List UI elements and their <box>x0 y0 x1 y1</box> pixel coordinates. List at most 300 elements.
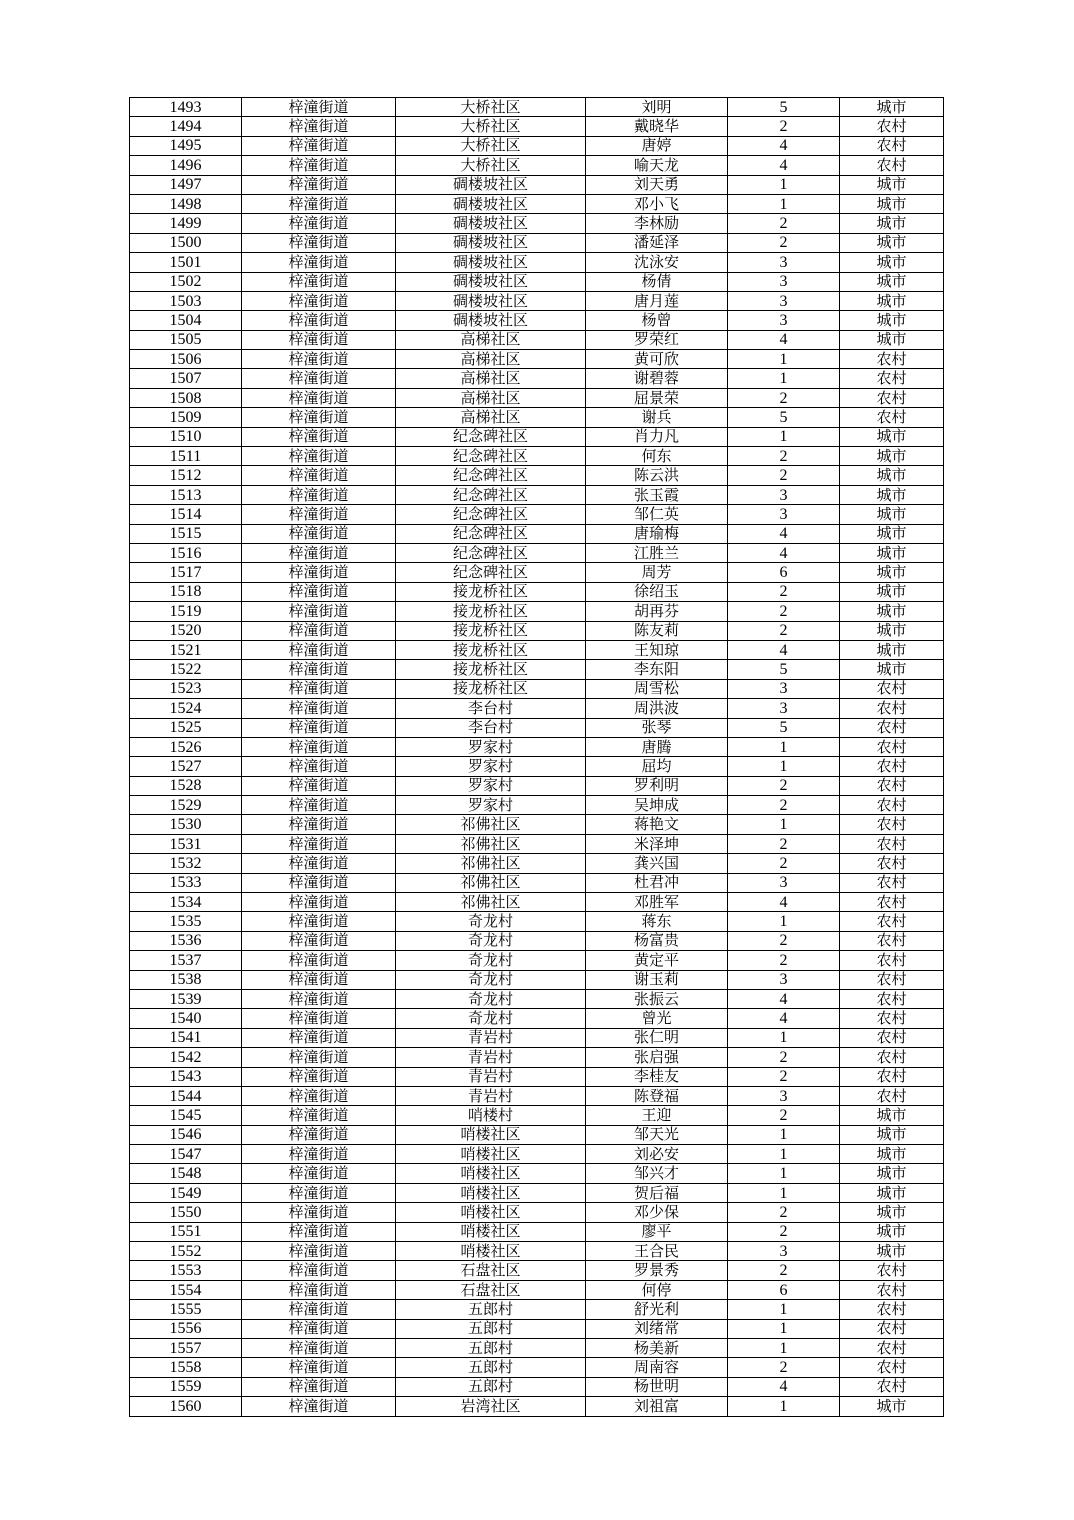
table-row <box>130 796 944 815</box>
street-cell: 梓潼街道 <box>242 485 396 504</box>
community-cell: 五郎村 <box>396 1358 586 1377</box>
type-cell: 城市 <box>840 1106 944 1125</box>
community-cell: 碉楼坡社区 <box>396 311 586 330</box>
seq-cell: 1539 <box>130 989 242 1008</box>
seq-cell: 1521 <box>130 640 242 659</box>
name-cell: 黄可欣 <box>586 350 728 369</box>
street-cell: 梓潼街道 <box>242 1067 396 1086</box>
community-cell: 罗家村 <box>396 757 586 776</box>
street-cell: 梓潼街道 <box>242 369 396 388</box>
table-row <box>130 640 944 659</box>
community-cell: 奇龙村 <box>396 951 586 970</box>
street-cell: 梓潼街道 <box>242 272 396 291</box>
count-cell: 2 <box>728 796 840 815</box>
type-cell: 城市 <box>840 194 944 213</box>
name-cell: 杨曾 <box>586 311 728 330</box>
community-cell: 纪念碑社区 <box>396 543 586 562</box>
type-cell: 城市 <box>840 466 944 485</box>
seq-cell: 1537 <box>130 951 242 970</box>
name-cell: 杨倩 <box>586 272 728 291</box>
street-cell: 梓潼街道 <box>242 466 396 485</box>
name-cell: 李东阳 <box>586 660 728 679</box>
street-cell: 梓潼街道 <box>242 1222 396 1241</box>
count-cell: 4 <box>728 1377 840 1396</box>
community-cell: 罗家村 <box>396 737 586 756</box>
street-cell: 梓潼街道 <box>242 156 396 175</box>
table-row <box>130 1203 944 1222</box>
table-row <box>130 1106 944 1125</box>
community-cell: 接龙桥社区 <box>396 640 586 659</box>
table-row <box>130 718 944 737</box>
table-row <box>130 485 944 504</box>
seq-cell: 1498 <box>130 194 242 213</box>
table-row <box>130 369 944 388</box>
street-cell: 梓潼街道 <box>242 194 396 213</box>
type-cell: 城市 <box>840 505 944 524</box>
type-cell: 农村 <box>840 815 944 834</box>
name-cell: 罗荣红 <box>586 330 728 349</box>
community-cell: 哨楼村 <box>396 1106 586 1125</box>
table-row <box>130 447 944 466</box>
name-cell: 米泽坤 <box>586 834 728 853</box>
count-cell: 2 <box>728 466 840 485</box>
street-cell: 梓潼街道 <box>242 757 396 776</box>
type-cell: 城市 <box>840 214 944 233</box>
name-cell: 张琴 <box>586 718 728 737</box>
street-cell: 梓潼街道 <box>242 699 396 718</box>
count-cell: 1 <box>728 1397 840 1416</box>
table-row <box>130 505 944 524</box>
table-row <box>130 466 944 485</box>
name-cell: 周洪波 <box>586 699 728 718</box>
type-cell: 农村 <box>840 912 944 931</box>
type-cell: 城市 <box>840 1145 944 1164</box>
table-row <box>130 1280 944 1299</box>
count-cell: 1 <box>728 427 840 446</box>
community-cell: 纪念碑社区 <box>396 485 586 504</box>
street-cell: 梓潼街道 <box>242 1242 396 1261</box>
type-cell: 城市 <box>840 621 944 640</box>
community-cell: 岩湾社区 <box>396 1397 586 1416</box>
community-cell: 接龙桥社区 <box>396 582 586 601</box>
type-cell: 城市 <box>840 1125 944 1144</box>
seq-cell: 1510 <box>130 427 242 446</box>
table-row <box>130 621 944 640</box>
table-row <box>130 582 944 601</box>
table-row <box>130 1300 944 1319</box>
street-cell: 梓潼街道 <box>242 1183 396 1202</box>
name-cell: 张启强 <box>586 1048 728 1067</box>
street-cell: 梓潼街道 <box>242 447 396 466</box>
seq-cell: 1525 <box>130 718 242 737</box>
community-cell: 五郎村 <box>396 1377 586 1396</box>
street-cell: 梓潼街道 <box>242 505 396 524</box>
records-table-body <box>130 98 944 1417</box>
community-cell: 碉楼坡社区 <box>396 291 586 310</box>
type-cell: 城市 <box>840 175 944 194</box>
type-cell: 城市 <box>840 640 944 659</box>
name-cell: 杜君冲 <box>586 873 728 892</box>
street-cell: 梓潼街道 <box>242 931 396 950</box>
type-cell: 城市 <box>840 1222 944 1241</box>
name-cell: 何东 <box>586 447 728 466</box>
seq-cell: 1549 <box>130 1183 242 1202</box>
name-cell: 邹天光 <box>586 1125 728 1144</box>
table-row <box>130 1242 944 1261</box>
table-row <box>130 1028 944 1047</box>
table-row <box>130 1048 944 1067</box>
type-cell: 农村 <box>840 931 944 950</box>
type-cell: 农村 <box>840 757 944 776</box>
type-cell: 农村 <box>840 369 944 388</box>
seq-cell: 1494 <box>130 117 242 136</box>
name-cell: 刘绪常 <box>586 1319 728 1338</box>
community-cell: 纪念碑社区 <box>396 524 586 543</box>
community-cell: 奇龙村 <box>396 912 586 931</box>
street-cell: 梓潼街道 <box>242 621 396 640</box>
community-cell: 奇龙村 <box>396 1009 586 1028</box>
type-cell: 农村 <box>840 388 944 407</box>
seq-cell: 1523 <box>130 679 242 698</box>
count-cell: 4 <box>728 330 840 349</box>
seq-cell: 1542 <box>130 1048 242 1067</box>
table-row <box>130 1222 944 1241</box>
street-cell: 梓潼街道 <box>242 1164 396 1183</box>
name-cell: 戴晓华 <box>586 117 728 136</box>
table-row <box>130 893 944 912</box>
count-cell: 1 <box>728 757 840 776</box>
type-cell: 农村 <box>840 796 944 815</box>
type-cell: 农村 <box>840 718 944 737</box>
street-cell: 梓潼街道 <box>242 427 396 446</box>
community-cell: 奇龙村 <box>396 931 586 950</box>
seq-cell: 1544 <box>130 1086 242 1105</box>
community-cell: 接龙桥社区 <box>396 660 586 679</box>
seq-cell: 1512 <box>130 466 242 485</box>
community-cell: 罗家村 <box>396 796 586 815</box>
seq-cell: 1548 <box>130 1164 242 1183</box>
type-cell: 农村 <box>840 1300 944 1319</box>
name-cell: 唐婷 <box>586 136 728 155</box>
table-row <box>130 776 944 795</box>
community-cell: 大桥社区 <box>396 98 586 117</box>
seq-cell: 1559 <box>130 1377 242 1396</box>
name-cell: 李林励 <box>586 214 728 233</box>
name-cell: 徐绍玉 <box>586 582 728 601</box>
count-cell: 4 <box>728 640 840 659</box>
name-cell: 刘明 <box>586 98 728 117</box>
type-cell: 农村 <box>840 1009 944 1028</box>
community-cell: 哨楼社区 <box>396 1183 586 1202</box>
type-cell: 城市 <box>840 291 944 310</box>
community-cell: 高梯社区 <box>396 350 586 369</box>
seq-cell: 1509 <box>130 408 242 427</box>
seq-cell: 1515 <box>130 524 242 543</box>
community-cell: 碉楼坡社区 <box>396 214 586 233</box>
community-cell: 祁佛社区 <box>396 873 586 892</box>
street-cell: 梓潼街道 <box>242 1339 396 1358</box>
seq-cell: 1518 <box>130 582 242 601</box>
table-row <box>130 156 944 175</box>
name-cell: 邹仁英 <box>586 505 728 524</box>
name-cell: 谢玉莉 <box>586 970 728 989</box>
name-cell: 黄定平 <box>586 951 728 970</box>
name-cell: 周雪松 <box>586 679 728 698</box>
street-cell: 梓潼街道 <box>242 1203 396 1222</box>
community-cell: 祁佛社区 <box>396 815 586 834</box>
table-row <box>130 737 944 756</box>
count-cell: 2 <box>728 1261 840 1280</box>
seq-cell: 1522 <box>130 660 242 679</box>
seq-cell: 1535 <box>130 912 242 931</box>
street-cell: 梓潼街道 <box>242 582 396 601</box>
count-cell: 1 <box>728 1300 840 1319</box>
table-row <box>130 388 944 407</box>
seq-cell: 1526 <box>130 737 242 756</box>
community-cell: 接龙桥社区 <box>396 621 586 640</box>
count-cell: 4 <box>728 156 840 175</box>
community-cell: 哨楼社区 <box>396 1125 586 1144</box>
street-cell: 梓潼街道 <box>242 388 396 407</box>
table-row <box>130 699 944 718</box>
type-cell: 农村 <box>840 834 944 853</box>
community-cell: 哨楼社区 <box>396 1164 586 1183</box>
type-cell: 农村 <box>840 1319 944 1338</box>
table-row <box>130 660 944 679</box>
name-cell: 张玉霞 <box>586 485 728 504</box>
table-row <box>130 350 944 369</box>
seq-cell: 1538 <box>130 970 242 989</box>
type-cell: 城市 <box>840 330 944 349</box>
street-cell: 梓潼街道 <box>242 796 396 815</box>
street-cell: 梓潼街道 <box>242 640 396 659</box>
name-cell: 周芳 <box>586 563 728 582</box>
table-row <box>130 912 944 931</box>
community-cell: 碉楼坡社区 <box>396 253 586 272</box>
name-cell: 胡再芬 <box>586 602 728 621</box>
seq-cell: 1550 <box>130 1203 242 1222</box>
records-table <box>129 97 944 1417</box>
count-cell: 2 <box>728 1203 840 1222</box>
seq-cell: 1524 <box>130 699 242 718</box>
count-cell: 3 <box>728 1086 840 1105</box>
seq-cell: 1517 <box>130 563 242 582</box>
seq-cell: 1508 <box>130 388 242 407</box>
seq-cell: 1504 <box>130 311 242 330</box>
type-cell: 农村 <box>840 136 944 155</box>
street-cell: 梓潼街道 <box>242 912 396 931</box>
type-cell: 城市 <box>840 543 944 562</box>
count-cell: 2 <box>728 117 840 136</box>
name-cell: 杨世明 <box>586 1377 728 1396</box>
street-cell: 梓潼街道 <box>242 350 396 369</box>
table-row <box>130 1145 944 1164</box>
seq-cell: 1551 <box>130 1222 242 1241</box>
name-cell: 张振云 <box>586 989 728 1008</box>
count-cell: 1 <box>728 1125 840 1144</box>
type-cell: 农村 <box>840 873 944 892</box>
table-row <box>130 427 944 446</box>
street-cell: 梓潼街道 <box>242 253 396 272</box>
count-cell: 1 <box>728 194 840 213</box>
street-cell: 梓潼街道 <box>242 233 396 252</box>
street-cell: 梓潼街道 <box>242 873 396 892</box>
type-cell: 城市 <box>840 1397 944 1416</box>
community-cell: 青岩村 <box>396 1067 586 1086</box>
community-cell: 高梯社区 <box>396 388 586 407</box>
name-cell: 潘延泽 <box>586 233 728 252</box>
table-row <box>130 931 944 950</box>
name-cell: 屈均 <box>586 757 728 776</box>
seq-cell: 1503 <box>130 291 242 310</box>
street-cell: 梓潼街道 <box>242 1397 396 1416</box>
type-cell: 城市 <box>840 272 944 291</box>
seq-cell: 1507 <box>130 369 242 388</box>
count-cell: 1 <box>728 815 840 834</box>
seq-cell: 1520 <box>130 621 242 640</box>
table-row <box>130 1009 944 1028</box>
street-cell: 梓潼街道 <box>242 214 396 233</box>
name-cell: 廖平 <box>586 1222 728 1241</box>
count-cell: 2 <box>728 1048 840 1067</box>
street-cell: 梓潼街道 <box>242 1300 396 1319</box>
count-cell: 1 <box>728 737 840 756</box>
type-cell: 城市 <box>840 311 944 330</box>
seq-cell: 1540 <box>130 1009 242 1028</box>
count-cell: 4 <box>728 893 840 912</box>
type-cell: 城市 <box>840 233 944 252</box>
type-cell: 农村 <box>840 1067 944 1086</box>
name-cell: 罗利明 <box>586 776 728 795</box>
name-cell: 杨美新 <box>586 1339 728 1358</box>
count-cell: 4 <box>728 136 840 155</box>
seq-cell: 1501 <box>130 253 242 272</box>
count-cell: 4 <box>728 524 840 543</box>
name-cell: 陈友莉 <box>586 621 728 640</box>
seq-cell: 1529 <box>130 796 242 815</box>
name-cell: 曾光 <box>586 1009 728 1028</box>
name-cell: 王合民 <box>586 1242 728 1261</box>
count-cell: 3 <box>728 505 840 524</box>
type-cell: 农村 <box>840 1086 944 1105</box>
table-row <box>130 1183 944 1202</box>
count-cell: 2 <box>728 951 840 970</box>
name-cell: 杨富贵 <box>586 931 728 950</box>
seq-cell: 1516 <box>130 543 242 562</box>
community-cell: 哨楼社区 <box>396 1222 586 1241</box>
name-cell: 谢兵 <box>586 408 728 427</box>
table-row <box>130 1377 944 1396</box>
table-row <box>130 873 944 892</box>
street-cell: 梓潼街道 <box>242 1009 396 1028</box>
name-cell: 唐月莲 <box>586 291 728 310</box>
community-cell: 五郎村 <box>396 1319 586 1338</box>
count-cell: 2 <box>728 776 840 795</box>
count-cell: 3 <box>728 485 840 504</box>
count-cell: 2 <box>728 1106 840 1125</box>
seq-cell: 1502 <box>130 272 242 291</box>
count-cell: 2 <box>728 1358 840 1377</box>
name-cell: 邓小飞 <box>586 194 728 213</box>
name-cell: 邓胜军 <box>586 893 728 912</box>
seq-cell: 1513 <box>130 485 242 504</box>
community-cell: 李台村 <box>396 699 586 718</box>
seq-cell: 1530 <box>130 815 242 834</box>
seq-cell: 1558 <box>130 1358 242 1377</box>
seq-cell: 1560 <box>130 1397 242 1416</box>
type-cell: 农村 <box>840 989 944 1008</box>
name-cell: 何停 <box>586 1280 728 1299</box>
street-cell: 梓潼街道 <box>242 854 396 873</box>
table-row <box>130 117 944 136</box>
count-cell: 3 <box>728 253 840 272</box>
type-cell: 农村 <box>840 1358 944 1377</box>
street-cell: 梓潼街道 <box>242 1145 396 1164</box>
street-cell: 梓潼街道 <box>242 737 396 756</box>
street-cell: 梓潼街道 <box>242 776 396 795</box>
name-cell: 李桂友 <box>586 1067 728 1086</box>
count-cell: 1 <box>728 1145 840 1164</box>
street-cell: 梓潼街道 <box>242 1086 396 1105</box>
community-cell: 奇龙村 <box>396 989 586 1008</box>
table-row <box>130 330 944 349</box>
seq-cell: 1534 <box>130 893 242 912</box>
type-cell: 农村 <box>840 1339 944 1358</box>
count-cell: 3 <box>728 699 840 718</box>
name-cell: 江胜兰 <box>586 543 728 562</box>
type-cell: 城市 <box>840 1164 944 1183</box>
community-cell: 接龙桥社区 <box>396 602 586 621</box>
count-cell: 2 <box>728 388 840 407</box>
table-row <box>130 679 944 698</box>
table-row <box>130 1067 944 1086</box>
count-cell: 3 <box>728 1242 840 1261</box>
name-cell: 罗景秀 <box>586 1261 728 1280</box>
count-cell: 2 <box>728 931 840 950</box>
table-row <box>130 951 944 970</box>
table-row <box>130 1125 944 1144</box>
name-cell: 陈登福 <box>586 1086 728 1105</box>
street-cell: 梓潼街道 <box>242 834 396 853</box>
street-cell: 梓潼街道 <box>242 1048 396 1067</box>
type-cell: 农村 <box>840 1280 944 1299</box>
count-cell: 1 <box>728 350 840 369</box>
community-cell: 碉楼坡社区 <box>396 272 586 291</box>
count-cell: 6 <box>728 1280 840 1299</box>
count-cell: 1 <box>728 1164 840 1183</box>
seq-cell: 1493 <box>130 98 242 117</box>
community-cell: 高梯社区 <box>396 408 586 427</box>
count-cell: 5 <box>728 718 840 737</box>
count-cell: 1 <box>728 369 840 388</box>
count-cell: 4 <box>728 989 840 1008</box>
name-cell: 刘天勇 <box>586 175 728 194</box>
type-cell: 城市 <box>840 660 944 679</box>
seq-cell: 1496 <box>130 156 242 175</box>
seq-cell: 1519 <box>130 602 242 621</box>
name-cell: 屈景荣 <box>586 388 728 407</box>
count-cell: 1 <box>728 175 840 194</box>
street-cell: 梓潼街道 <box>242 1125 396 1144</box>
name-cell: 蒋东 <box>586 912 728 931</box>
seq-cell: 1536 <box>130 931 242 950</box>
community-cell: 李台村 <box>396 718 586 737</box>
count-cell: 2 <box>728 602 840 621</box>
street-cell: 梓潼街道 <box>242 970 396 989</box>
seq-cell: 1554 <box>130 1280 242 1299</box>
count-cell: 3 <box>728 679 840 698</box>
table-row <box>130 524 944 543</box>
